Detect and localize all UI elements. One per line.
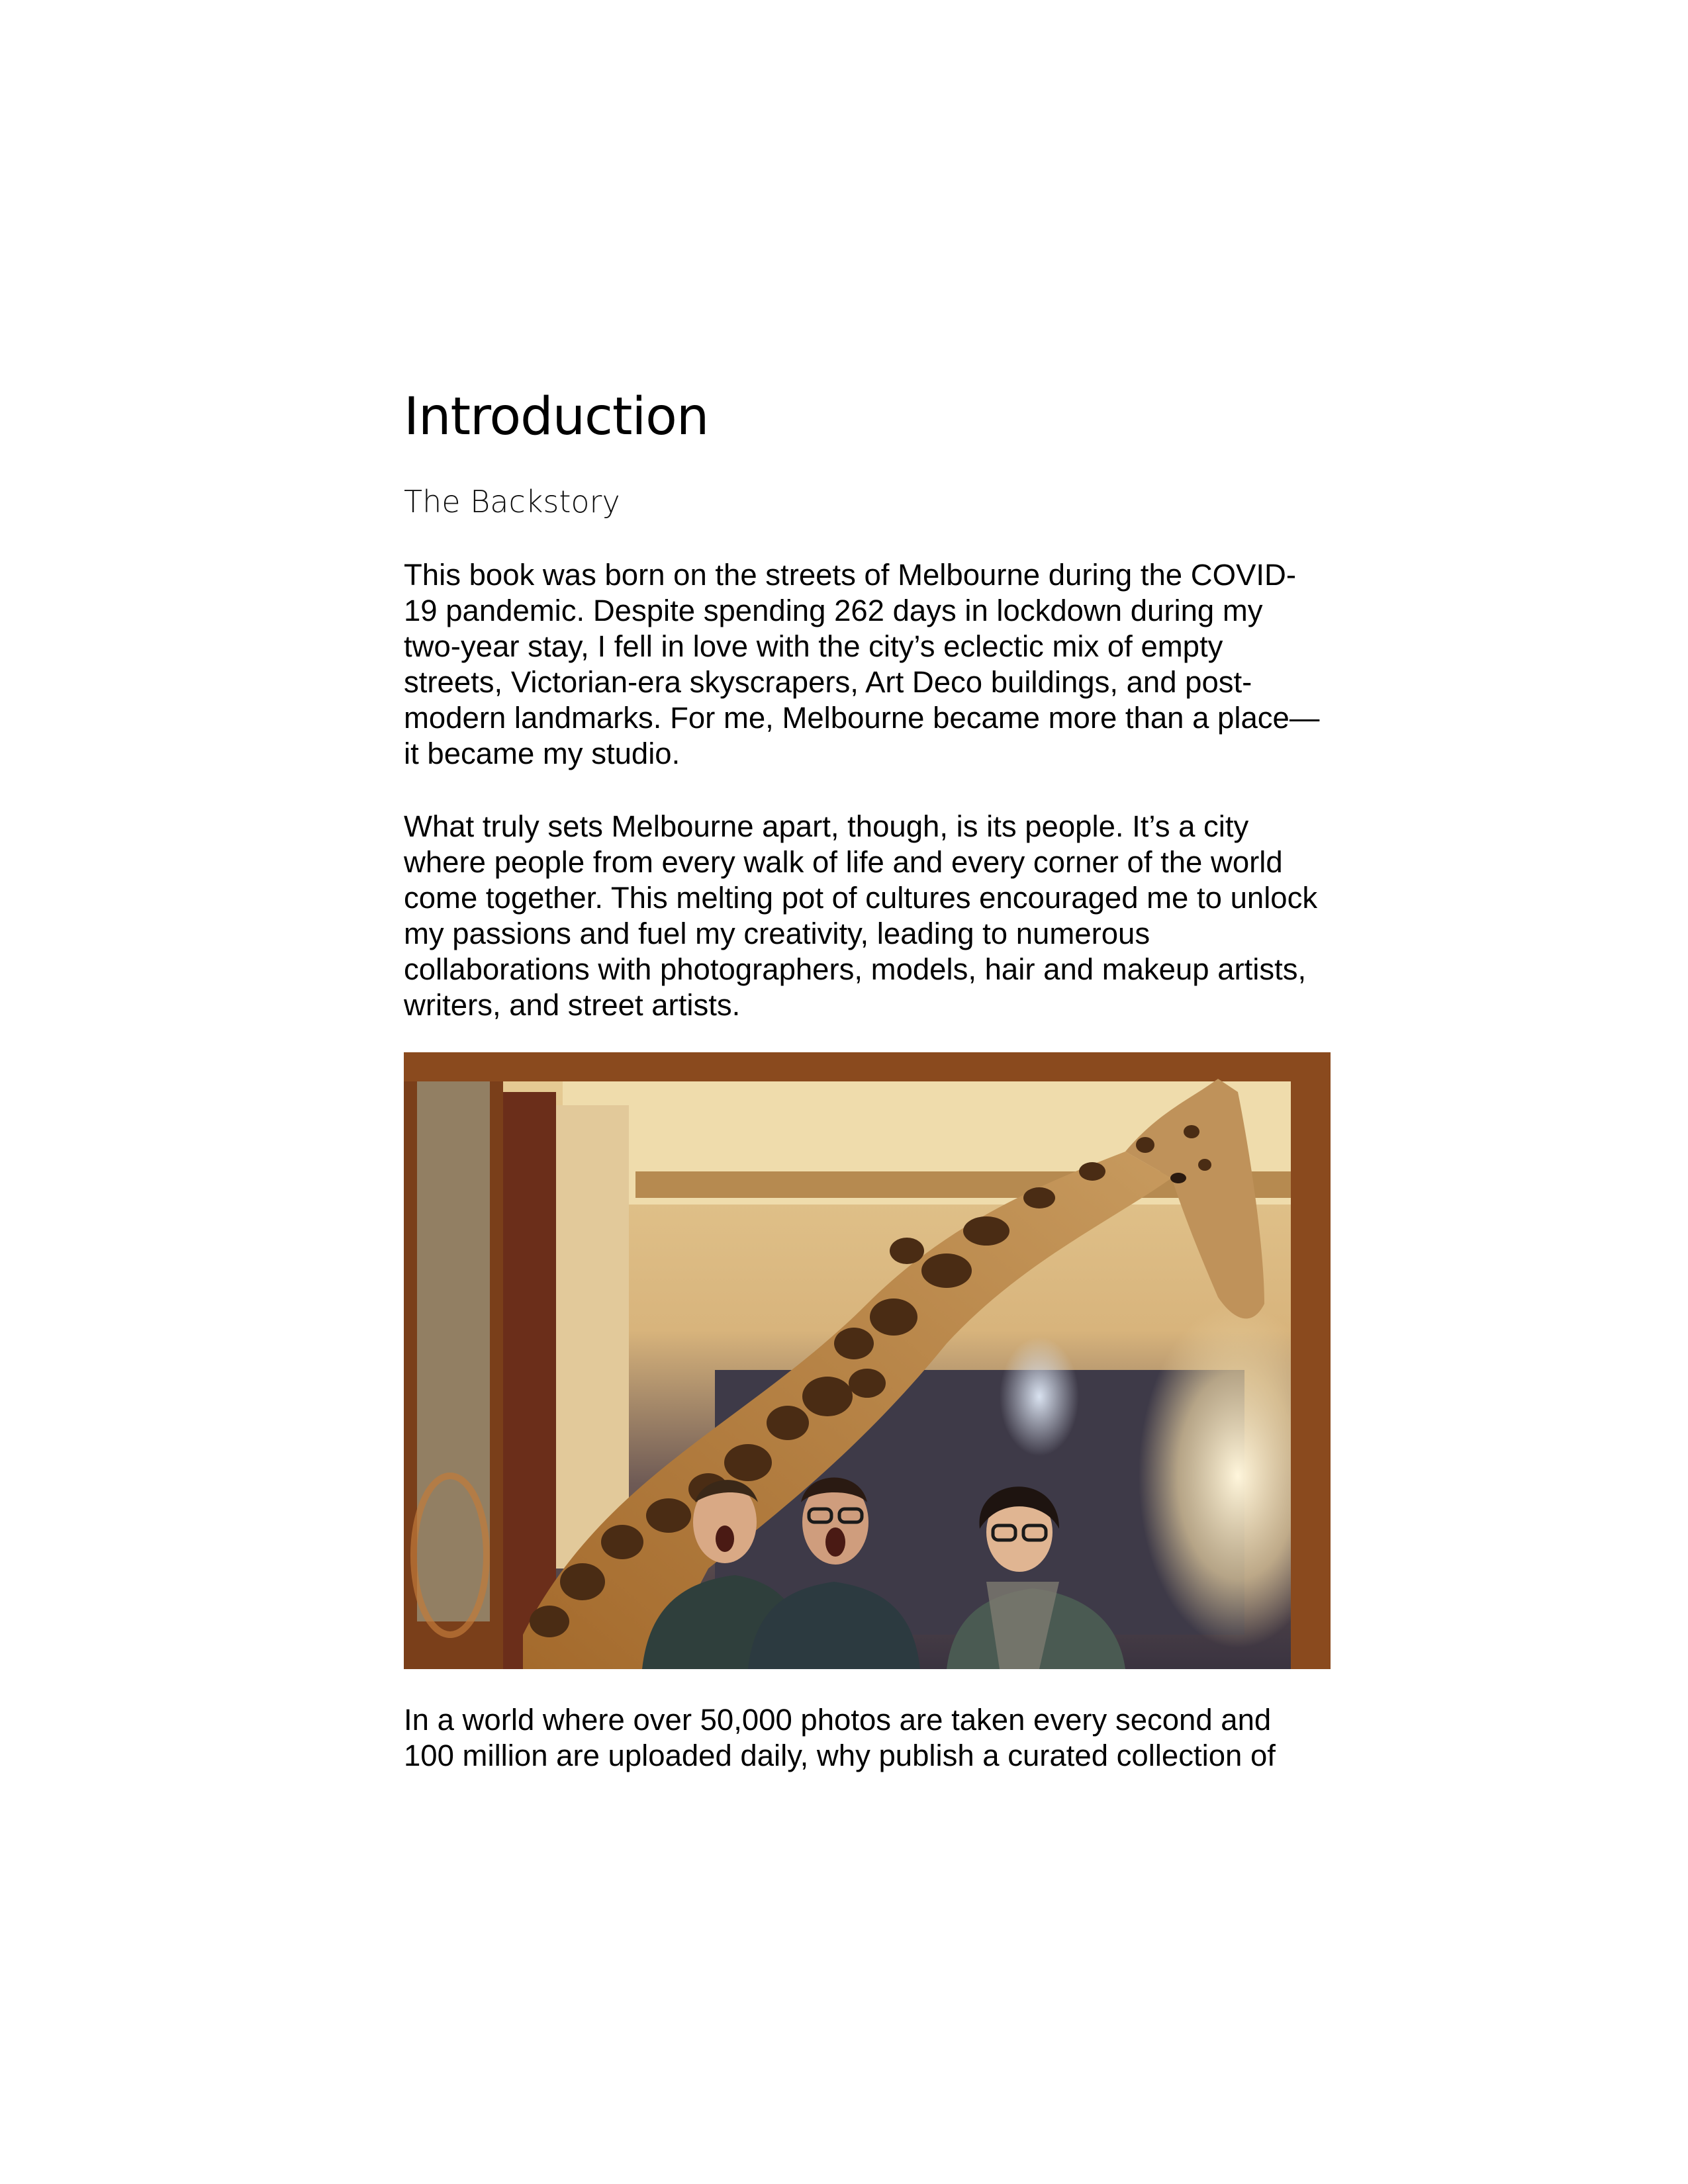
paragraph-people <box>404 809 1331 1023</box>
text-line: streets, Victorian-era skyscrapers, Art Deco buildings, and post- <box>404 665 1252 699</box>
text-line: where people from every walk of life and every corner of the world <box>404 845 1283 879</box>
text-line: 19 pandemic. Despite spending 262 days in lockdown during my <box>404 594 1263 627</box>
text-line: What truly sets Melbourne apart, though, is its people. It’s a city <box>404 809 1249 843</box>
text-line: it became my studio. <box>404 737 680 770</box>
paragraph-photos <box>404 1702 1331 1774</box>
text-line: two-year stay, I fell in love with the city’s eclectic mix of empty <box>404 629 1223 663</box>
text-line: writers, and street artists. <box>404 988 741 1022</box>
page-title: Introduction <box>404 387 709 447</box>
text-line: come together. This melting pot of cultures encouraged me to unlock <box>404 881 1318 915</box>
giraffe-photo <box>404 1052 1331 1669</box>
paragraph-backstory <box>404 557 1331 772</box>
text-line: 100 million are uploaded daily, why publish a curated collection of <box>404 1739 1276 1772</box>
text-line: my passions and fuel my creativity, leading to numerous <box>404 917 1150 950</box>
text-line: This book was born on the streets of Melbourne during the COVID- <box>404 558 1296 592</box>
text-line: In a world where over 50,000 photos are taken every second and <box>404 1703 1272 1737</box>
text-line: modern landmarks. For me, Melbourne became more than a place— <box>404 701 1320 735</box>
text-line: collaborations with photographers, models, hair and makeup artists, <box>404 952 1307 986</box>
section-subtitle: The Backstory <box>404 484 620 520</box>
